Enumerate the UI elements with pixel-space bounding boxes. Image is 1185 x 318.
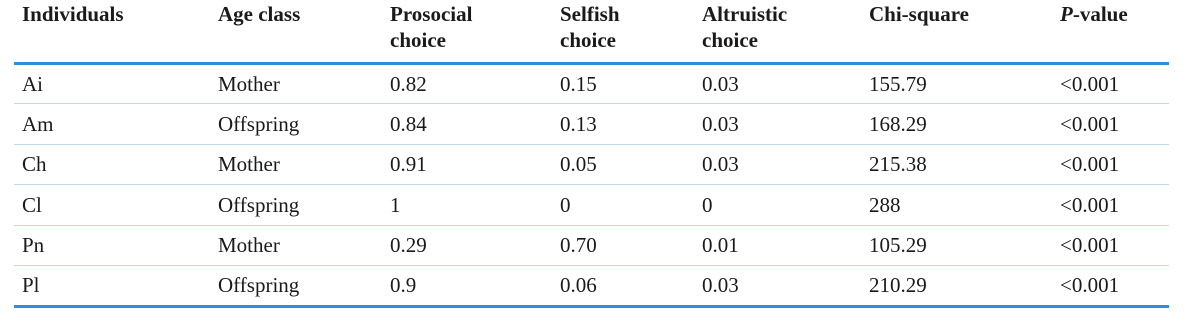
results-table bbox=[14, 0, 1169, 308]
header-p-value-italic: P bbox=[1060, 2, 1073, 26]
table-row bbox=[14, 63, 1169, 104]
table-row bbox=[14, 185, 1169, 226]
header-individuals-label: Individuals bbox=[22, 2, 124, 26]
table-row bbox=[14, 104, 1169, 145]
header-age-class bbox=[210, 0, 382, 63]
cell-chi-square: 215.38 bbox=[869, 152, 927, 177]
cell-altruistic: 0.03 bbox=[702, 71, 739, 96]
cell-age-class: Mother bbox=[218, 71, 280, 96]
cell-p-value: <0.001 bbox=[1060, 71, 1120, 96]
cell-chi-square: 210.29 bbox=[869, 273, 927, 298]
table-row bbox=[14, 144, 1169, 185]
table-header bbox=[14, 0, 1169, 63]
cell-individual: Ch bbox=[22, 152, 47, 177]
cell-age-class: Offspring bbox=[218, 111, 300, 136]
header-selfish-choice bbox=[552, 0, 694, 63]
header-prosocial-choice bbox=[382, 0, 552, 63]
table-row bbox=[14, 225, 1169, 266]
table-body bbox=[14, 63, 1169, 306]
cell-altruistic: 0.03 bbox=[702, 152, 739, 177]
header-individuals bbox=[14, 0, 210, 63]
header-selfish-line2: choice bbox=[560, 28, 616, 52]
cell-prosocial: 0.82 bbox=[390, 71, 427, 96]
header-age-class-label: Age class bbox=[218, 2, 301, 26]
table-row bbox=[14, 266, 1169, 307]
cell-prosocial: 0.9 bbox=[390, 273, 417, 298]
header-row bbox=[14, 0, 1169, 63]
cell-age-class: Offspring bbox=[218, 273, 300, 298]
header-altruistic-line1: Altruistic bbox=[702, 2, 788, 26]
cell-selfish: 0.70 bbox=[560, 233, 597, 258]
cell-individual: Pl bbox=[22, 273, 40, 298]
header-p-value-rest: -value bbox=[1072, 2, 1128, 26]
cell-age-class: Mother bbox=[218, 233, 280, 258]
cell-altruistic: 0 bbox=[702, 192, 713, 217]
cell-altruistic: 0.03 bbox=[702, 111, 739, 136]
cell-individual: Ai bbox=[22, 71, 43, 96]
cell-individual: Cl bbox=[22, 192, 42, 217]
cell-chi-square: 155.79 bbox=[869, 71, 927, 96]
cell-altruistic: 0.01 bbox=[702, 233, 739, 258]
cell-chi-square: 105.29 bbox=[869, 233, 927, 258]
cell-p-value: <0.001 bbox=[1060, 273, 1120, 298]
cell-prosocial: 0.29 bbox=[390, 233, 427, 258]
cell-individual: Pn bbox=[22, 233, 45, 258]
cell-p-value: <0.001 bbox=[1060, 152, 1120, 177]
header-altruistic-line2: choice bbox=[702, 28, 758, 52]
header-selfish-line1: Selfish bbox=[560, 2, 620, 26]
cell-selfish: 0 bbox=[560, 192, 571, 217]
cell-chi-square: 288 bbox=[869, 192, 901, 217]
cell-selfish: 0.06 bbox=[560, 273, 597, 298]
cell-age-class: Offspring bbox=[218, 192, 300, 217]
cell-altruistic: 0.03 bbox=[702, 273, 739, 298]
header-altruistic-choice bbox=[694, 0, 861, 63]
cell-p-value: <0.001 bbox=[1060, 111, 1120, 136]
cell-selfish: 0.15 bbox=[560, 71, 597, 96]
header-prosocial-line2: choice bbox=[390, 28, 446, 52]
cell-selfish: 0.13 bbox=[560, 111, 597, 136]
cell-individual: Am bbox=[22, 111, 54, 136]
cell-prosocial: 1 bbox=[390, 192, 401, 217]
header-chi-square-label: Chi-square bbox=[869, 2, 969, 26]
cell-selfish: 0.05 bbox=[560, 152, 597, 177]
cell-p-value: <0.001 bbox=[1060, 192, 1120, 217]
cell-prosocial: 0.84 bbox=[390, 111, 427, 136]
cell-p-value: <0.001 bbox=[1060, 233, 1120, 258]
cell-age-class: Mother bbox=[218, 152, 280, 177]
header-prosocial-line1: Prosocial bbox=[390, 2, 473, 26]
cell-chi-square: 168.29 bbox=[869, 111, 927, 136]
header-p-value bbox=[1052, 0, 1169, 63]
cell-prosocial: 0.91 bbox=[390, 152, 427, 177]
header-chi-square bbox=[861, 0, 1052, 63]
